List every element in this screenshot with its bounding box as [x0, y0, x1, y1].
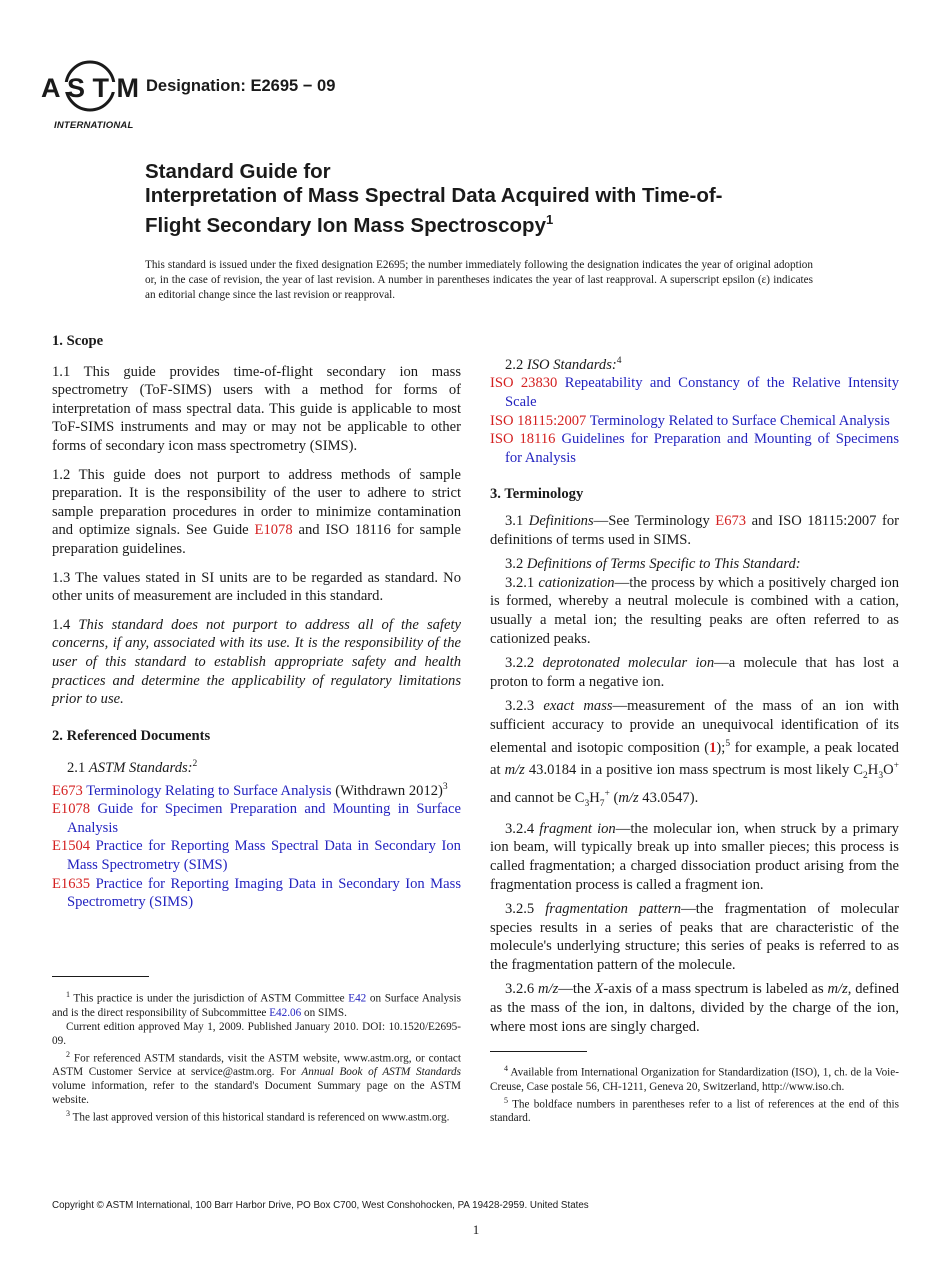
para-1-2: 1.2 This guide does not purport to address methods of sample preparation. It is the responsibility of the user to adhere to strict sample preparation procedures in order to minimize contamination and optimize signals. See Guide E1078 and ISO 18116 for sample preparation guidelines. — [52, 466, 461, 557]
footnote-3: $^3$ The last approved version of this historical standard is referenced on www.astm.org. — [66, 1109, 450, 1125]
link-iso-18116-title[interactable]: Guidelines for Preparation and Mounting of Specimens for Analysis — [505, 431, 899, 466]
logo-subtitle: INTERNATIONAL — [54, 120, 134, 131]
document-title — [145, 160, 845, 238]
title-line-1: Standard Guide for — [145, 160, 331, 183]
title-line-2: Interpretation of Mass Spectral Data Acquired with Time-of- — [145, 184, 723, 207]
definition-fragment-ion: 3.2.4 fragment ion—the molecular ion, when struck by a primary ion beam, will typically break up into smaller pieces; this process is called fragmentation; a charged dissociation product arising from the fragmentation process is called a fragment ion. — [490, 820, 899, 893]
link-e1078-code[interactable]: E1078 — [52, 801, 91, 818]
ref-e1635 — [52, 875, 461, 912]
footnote-5: $^5$ The boldface numbers in parentheses refer to a list of references at the end of this standard. — [490, 1095, 899, 1125]
footnotes-left — [52, 988, 461, 1125]
footnote-1-edition: Current edition approved May 1, 2009. Published January 2010. DOI: 10.1520/E2695-09. — [52, 1020, 461, 1047]
link-e673-code[interactable]: E673 — [52, 782, 83, 799]
link-e1078-title[interactable]: Guide for Specimen Preparation and Mounting in Surface Analysis — [67, 801, 461, 836]
reference-1-link[interactable]: 1 — [709, 739, 717, 756]
link-e1078[interactable]: E1078 — [254, 522, 293, 539]
footnote-rule-right — [490, 1051, 587, 1052]
definition-cationization: 3.2.1 cationization—the process by which a positively charged ion is formed, whereby a neutral molecule is combined with a cation, usually a metal ion; the resulting peaks are often referred to as cationized peaks. — [490, 574, 899, 647]
astm-logo — [41, 54, 139, 134]
definition-fragmentation-pattern: 3.2.5 fragmentation pattern—the fragmentation of molecular species results in a series of peaks that are characteristic of the molecule's underlying structure; this series of peaks is referred to as the fragmentation pattern of the molecule. — [490, 901, 899, 973]
link-e1635-title[interactable]: Practice for Reporting Imaging Data in Secondary Ion Mass Spectrometry (SIMS) — [67, 875, 461, 911]
footnote-1: $^1$ This practice is under the jurisdiction of ASTM Committee E42 on Surface Analysis and is the direct responsibility of Subcommittee E42.06 on SIMS. — [52, 990, 461, 1019]
link-iso-18116-code[interactable]: ISO 18116 — [490, 431, 556, 448]
footnote-2: $^2$ For referenced ASTM standards, visit the ASTM website, www.astm.org, or contact ASTM Customer Service at service@astm.org. For Annual Book of ASTM Standards volume information, refer to the standard's Document Summary page on the ASTM website. — [52, 1049, 461, 1107]
designation: Designation: E2695 − 09 — [146, 77, 336, 95]
link-e1504-code[interactable]: E1504 — [52, 838, 91, 855]
para-1-4: 1.4 This standard does not purport to address all of the safety concerns, if any, associated with its use. It is the responsibility of the user of this standard to establish appropriate safety and health practices and determine the applicability of regulatory limitations prior to use. — [52, 616, 461, 708]
svg-text:A S T M: A S T M — [41, 73, 139, 103]
link-iso-18115-title[interactable]: Terminology Related to Surface Chemical Analysis — [589, 412, 890, 429]
para-1-1: 1.1 This guide provides time-of-flight secondary ion mass spectrometry (ToF-SIMS) users with a method for forms of interpretation of mass spectral data. This guide is applicable to most ToF-SIMS instruments and may or may not be applicable to other forms of secondary icon mass spectrometry (SIMS). — [52, 363, 461, 454]
footnote-rule-left — [52, 976, 149, 977]
page-number: 1 — [472, 1222, 480, 1237]
ref-e673: E673 Terminology Relating to Surface Analysis (Withdrawn 2012)$^3$ — [52, 781, 448, 799]
section-heading-scope: 1. Scope — [52, 333, 104, 349]
link-iso-23830-title[interactable]: Repeatability and Constancy of the Relative Intensity Scale — [505, 375, 899, 411]
section-heading-terminology: 3. Terminology — [490, 486, 584, 503]
para-1-3: 1.3 The values stated in SI units are to be regarded as standard. No other units of measurement are included in this standard. — [52, 569, 461, 605]
link-e42[interactable]: E42 — [348, 992, 367, 1005]
link-iso-18115-code[interactable]: ISO 18115:2007 — [490, 412, 587, 429]
definition-deprotonated-molecular-ion: 3.2.2 deprotonated molecular ion—a molecule that has lost a proton to form a negative ion. — [490, 655, 899, 690]
footnotes-right — [490, 1062, 899, 1125]
astm-standards-label: 2.1 ASTM Standards:$^2$ — [67, 759, 198, 777]
footnote-4: $^4$ Available from International Organization for Standardization (ISO), 1, ch. de la Voie-Creuse, Case postale 56, CH-1211, Geneva 20, Switzerland, http://www.iso.ch. — [490, 1064, 899, 1093]
link-e1635-code[interactable]: E1635 — [52, 875, 91, 892]
title-line-3: Flight Secondary Ion Mass Spectroscopy$^1$ — [145, 212, 554, 237]
ref-e1078 — [52, 800, 461, 837]
definition-m-z: 3.2.6 m/z—the X-axis of a mass spectrum is labeled as m/z, defined as the mass of the ion, in daltons, divided by the charge of the ion, where most ions are singly charged. — [490, 981, 900, 1035]
link-e673-terminology[interactable]: E673 — [715, 513, 747, 530]
right-column — [490, 352, 899, 1046]
issuance-note: This standard is issued under the fixed designation E2695; the number immediately following the designation indicates the year of original adoption or, in the case of revision, the year of last revision. A number in parentheses indicates the year of last reapproval. A superscript epsilon (ε) indicates an editorial change since the last revision or reapproval. — [145, 259, 813, 301]
ref-iso-18116 — [490, 430, 899, 467]
ref-iso-23830 — [490, 374, 899, 411]
link-e42-06[interactable]: E42.06 — [269, 1006, 302, 1019]
title-footnote-mark: 1 — [545, 212, 554, 227]
para-3-1: 3.1 Definitions—See Terminology E673 and ISO 18115:2007 for definitions of terms used in SIMS. — [490, 513, 899, 548]
copyright-notice: Copyright © ASTM International, 100 Barr Harbor Drive, PO Box C700, West Conshohocken, PA 19428-2959. United States — [52, 1200, 589, 1211]
link-e1504-title[interactable]: Practice for Reporting Mass Spectral Data in Secondary Ion Mass Spectrometry (SIMS) — [67, 838, 461, 873]
ref-iso-18115 — [490, 412, 899, 431]
ref-e1504 — [52, 837, 461, 874]
definition-exact-mass: 3.2.3 exact mass—measurement of the mass of an ion with sufficient accuracy to provide an unequivocal identification of its elemental and isotopic composition (1);$^5$ for example, a peak located at m/z 43.0184 in a positive ion mass spectrum is most likely $C_2H_3O^+$ and cannot be $C_3H_7^+$ (m/z 43.0547). — [490, 698, 899, 810]
section-heading-referenced-documents: 2. Referenced Documents — [52, 727, 211, 744]
link-e673-title[interactable]: Terminology Relating to Surface Analysis — [86, 782, 332, 799]
para-3-2: 3.2 Definitions of Terms Specific to This Standard: — [505, 556, 801, 573]
iso-standards-label: 2.2 ISO Standards:$^4$ — [505, 356, 622, 373]
link-iso-23830-code[interactable]: ISO 23830 — [490, 375, 558, 392]
left-column — [52, 332, 461, 912]
